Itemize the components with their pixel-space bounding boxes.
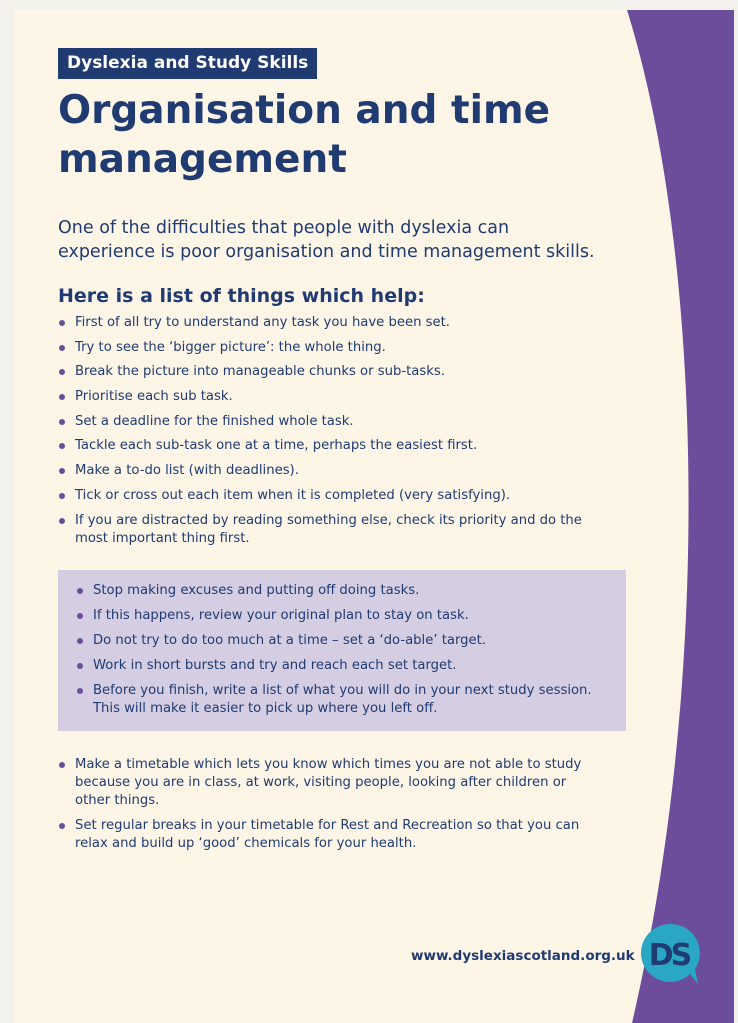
bullet-icon — [59, 762, 65, 768]
bullet-icon — [77, 638, 83, 644]
list-item — [58, 413, 598, 431]
list-item — [58, 314, 598, 332]
bullet-icon — [77, 663, 83, 669]
list-item — [58, 339, 598, 357]
bullet-icon — [59, 823, 65, 829]
bullet-icon — [59, 468, 65, 474]
bullet-icon — [59, 419, 65, 425]
list-item-text: Prioritise each sub task. — [75, 389, 233, 405]
list-item — [58, 363, 598, 381]
tips-list — [58, 314, 598, 554]
list-item-text: Stop making excuses and putting off doing tasks. — [93, 583, 420, 598]
list-item-text: Make a timetable which lets you know which times you are not able to study because you are in class, at work, visiting people, looking after children or other things. — [75, 757, 582, 808]
list-item — [58, 437, 598, 455]
list-item — [76, 632, 606, 650]
list-item-text: Make a to-do list (with deadlines). — [75, 463, 299, 479]
list-item-text: Set regular breaks in your timetable for Rest and Recreation so that you can relax and build up ‘good’ chemicals for your health. — [75, 818, 580, 851]
list-item-text: Tackle each sub-task one at a time, perhaps the easiest first. — [75, 438, 478, 454]
list-item — [58, 756, 598, 810]
website-link[interactable]: www.dyslexiascotland.org.uk — [411, 948, 635, 964]
dyslexia-scotland-logo — [638, 922, 702, 986]
bullet-icon — [59, 394, 65, 400]
list-item-text: Try to see the ‘bigger picture’: the whole thing. — [75, 339, 386, 355]
list-item-text: Work in short bursts and try and reach each set target. — [93, 658, 457, 673]
bullet-icon — [59, 443, 65, 449]
list-item-text: Break the picture into manageable chunks or sub-tasks. — [75, 364, 445, 380]
list-item — [58, 487, 598, 505]
leaflet-page — [14, 10, 734, 1023]
page-title — [58, 86, 618, 184]
bullet-icon — [59, 493, 65, 499]
list-item — [76, 682, 606, 718]
intro-line-2: experience is poor organisation and time management skills. — [58, 242, 595, 262]
list-item-text: If you are distracted by reading something else, check its priority and do the most important thing first. — [75, 512, 582, 546]
list-item-text: Before you finish, write a list of what you will do in your next study session. This will make it easier to pick up where you left off. — [93, 683, 592, 716]
list-item-text: Tick or cross out each item when it is completed (very satisfying). — [75, 487, 511, 503]
bullet-icon — [59, 345, 65, 351]
callout-tips-list — [76, 582, 606, 725]
bullet-icon — [59, 369, 65, 375]
list-item-text: Do not try to do too much at a time – set a ‘do-able’ target. — [93, 633, 487, 648]
list-item — [58, 388, 598, 406]
section-tag: Dyslexia and Study Skills — [58, 48, 317, 79]
list-item — [76, 657, 606, 675]
bullet-icon — [77, 588, 83, 594]
list-heading: Here is a list of things which help: — [58, 285, 425, 307]
bullet-icon — [59, 320, 65, 326]
list-item — [58, 462, 598, 480]
list-item — [58, 817, 598, 853]
list-item — [58, 512, 598, 548]
callout-box — [58, 570, 626, 731]
bullet-icon — [77, 613, 83, 619]
intro-paragraph — [58, 216, 618, 264]
page-title-line-2: management — [58, 137, 347, 182]
page-title-line-1: Organisation and time — [58, 88, 551, 133]
bullet-icon — [77, 688, 83, 694]
more-tips-list — [58, 756, 598, 860]
list-item — [76, 607, 606, 625]
list-item — [76, 582, 606, 600]
list-item-text: First of all try to understand any task you have been set. — [75, 315, 450, 330]
intro-line-1: One of the difficulties that people with dyslexia can — [58, 218, 510, 238]
list-item-text: Set a deadline for the finished whole task. — [75, 413, 354, 429]
logo-text: DS — [648, 938, 690, 973]
bullet-icon — [59, 518, 65, 524]
list-item-text: If this happens, review your original plan to stay on task. — [93, 608, 469, 623]
